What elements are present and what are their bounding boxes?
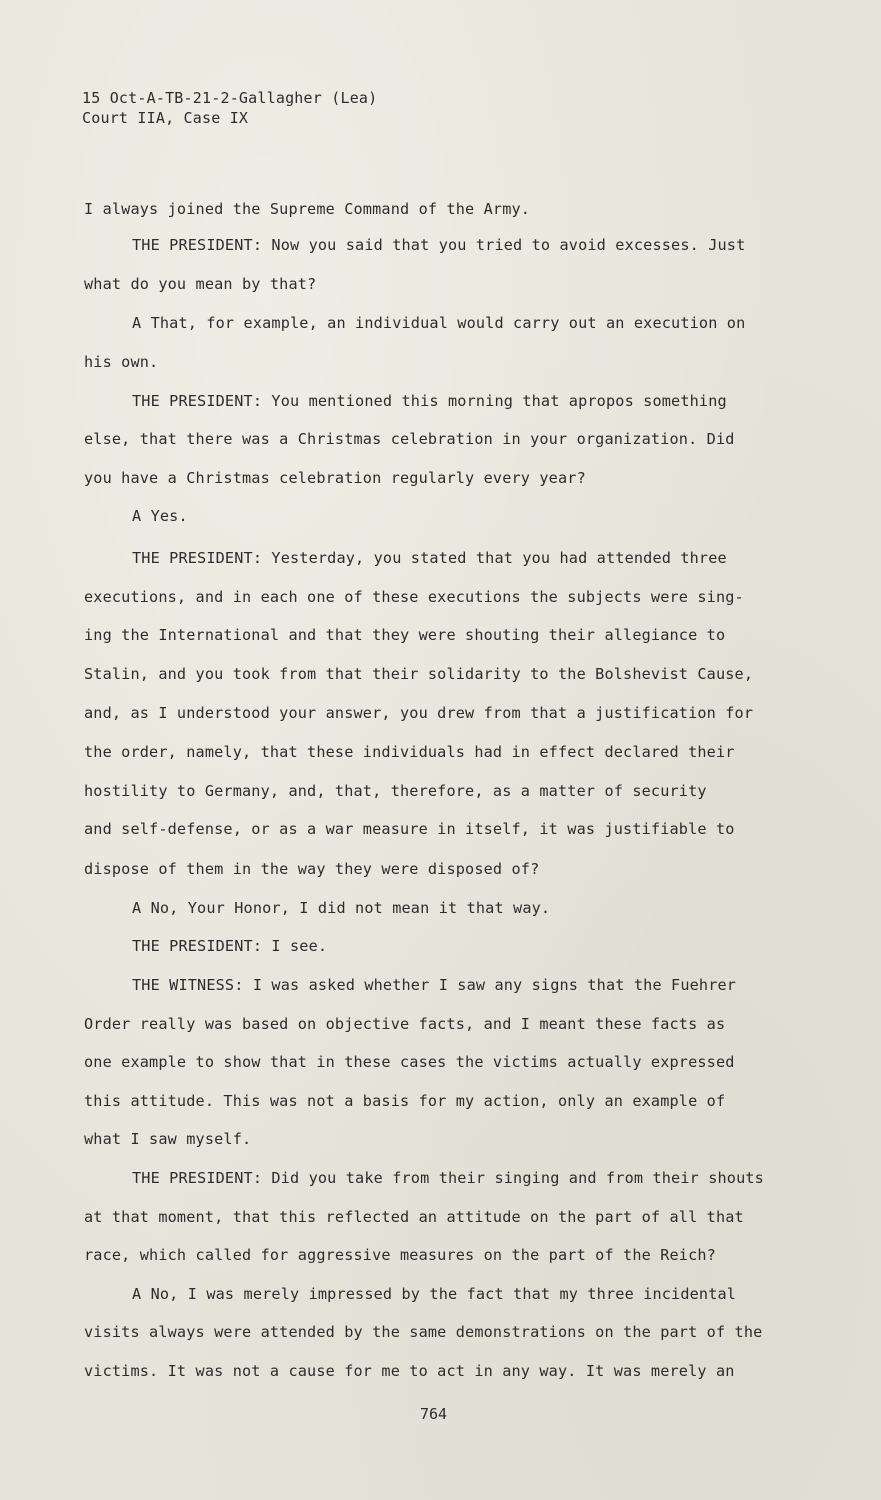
transcript-line: hostility to Germany, and, that, therefore, as a matter of security: [84, 782, 707, 800]
transcript-line: you have a Christmas celebration regularly every year?: [84, 469, 586, 487]
transcript-line: victims. It was not a cause for me to act in any way. It was merely an: [84, 1362, 735, 1380]
transcript-line: dispose of them in the way they were disposed of?: [84, 860, 540, 878]
document-header: [82, 88, 377, 128]
transcript-line: at that moment, that this reflected an attitude on the part of all that: [84, 1208, 744, 1226]
transcript-line: what I saw myself.: [84, 1130, 252, 1148]
transcript-line: THE PRESIDENT: Did you take from their singing and from their shouts: [132, 1169, 764, 1187]
transcript-line: and, as I understood your answer, you drew from that a justification for: [84, 704, 754, 722]
transcript-line: and self-defense, or as a war measure in itself, it was justifiable to: [84, 820, 735, 838]
transcript-line: executions, and in each one of these executions the subjects were sing-: [84, 588, 744, 606]
transcript-line: A That, for example, an individual would carry out an execution on: [132, 314, 746, 332]
transcript-line: THE PRESIDENT: Now you said that you tried to avoid excesses. Just: [132, 236, 746, 254]
transcript-line: visits always were attended by the same demonstrations on the part of the: [84, 1323, 763, 1341]
transcript-line: THE PRESIDENT: You mentioned this morning that apropos something: [132, 392, 727, 410]
transcript-line: Stalin, and you took from that their solidarity to the Bolshevist Cause,: [84, 665, 754, 683]
transcript-line: THE PRESIDENT: I see.: [132, 937, 328, 955]
transcript-line: his own.: [84, 353, 159, 371]
transcript-line: the order, namely, that these individuals had in effect declared their: [84, 743, 735, 761]
transcript-line: one example to show that in these cases the victims actually expressed: [84, 1053, 735, 1071]
transcript-line: Order really was based on objective facts, and I meant these facts as: [84, 1015, 726, 1033]
header-case-reference: 15 Oct-A-TB-21-2-Gallagher (Lea): [82, 89, 378, 107]
transcript-line: A No, I was merely impressed by the fact that my three incidental: [132, 1285, 737, 1303]
transcript-line: this attitude. This was not a basis for my action, only an example of: [84, 1092, 726, 1110]
transcript-line: THE PRESIDENT: Yesterday, you stated that you had attended three: [132, 549, 727, 567]
transcript-line: else, that there was a Christmas celebration in your organization. Did: [84, 430, 735, 448]
transcript-line: race, which called for aggressive measures on the part of the Reich?: [84, 1246, 716, 1264]
page-number: 764: [420, 1405, 448, 1423]
transcript-line: A No, Your Honor, I did not mean it that way.: [132, 899, 551, 917]
transcript-line: what do you mean by that?: [84, 275, 317, 293]
transcript-line: ing the International and that they were shouting their allegiance to: [84, 626, 726, 644]
header-court-case: Court IIA, Case IX: [82, 109, 249, 127]
transcript-line: THE WITNESS: I was asked whether I saw any signs that the Fuehrer: [132, 976, 737, 994]
transcript-line: I always joined the Supreme Command of the Army.: [84, 200, 531, 218]
transcript-line: A Yes.: [132, 507, 188, 525]
